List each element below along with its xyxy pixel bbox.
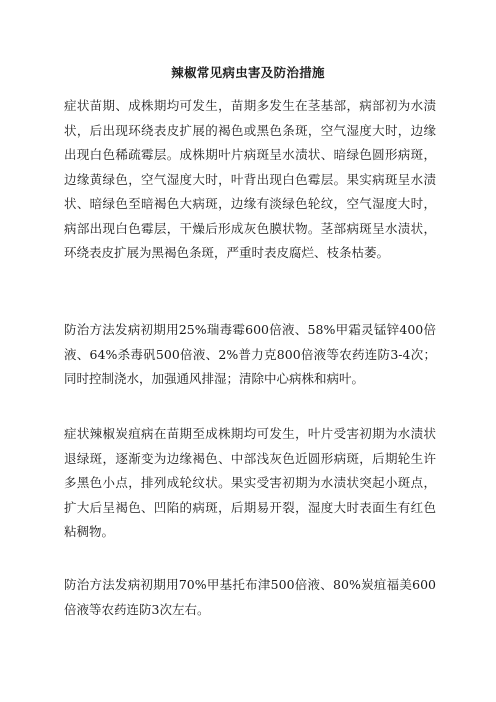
document-title: 辣椒常见病虫害及防治措施 (171, 65, 325, 80)
paragraph-anthracnose-symptoms: 症状辣椒炭疽病在苗期至成株期均可发生，叶片受害初期为水渍状退绿斑，逐渐变为边缘褐色、中部浅灰色近圆形病斑，后期轮生许多黑色小点，排列成轮纹状。果实受害初期为水渍状突起小斑点，扩大后呈褐色、凹陷的病斑，后期易开裂，湿度大时表面生有红色粘稠物。 (64, 426, 436, 539)
paragraph-blight-control: 防治方法发病初期用25%瑞毒霉600倍液、58%甲霜灵锰锌400倍液、64%杀毒矾500倍液、2%普力克800倍液等农药连防3-4次；同时控制浇水，加强通风排湿；清除中心病株和病叶。 (64, 322, 436, 386)
paragraph-anthracnose-control: 防治方法发病初期用70%甲基托布津500倍液、80%炭疽福美600倍液等农药连防3次左右。 (64, 577, 436, 617)
paragraph-blight-symptoms: 症状苗期、成株期均可发生，苗期多发生在茎基部，病部初为水渍状，后出现环绕表皮扩展的褐色或黑色条斑，空气湿度大时，边缘出现白色稀疏霉层。成株期叶片病斑呈水渍状、暗绿色圆形病斑，边缘黄绿色，空气湿度大时，叶背出现白色霉层。果实病斑呈水渍状、暗绿色至暗褐色大病斑，边缘有淡绿色轮纹，空气湿度大时，病部出现白色霉层，干燥后形成灰色膜状物。茎部病斑呈水渍状，环绕表皮扩展为黑褐色条斑，严重时表皮腐烂、枝条枯萎。 (64, 98, 436, 260)
